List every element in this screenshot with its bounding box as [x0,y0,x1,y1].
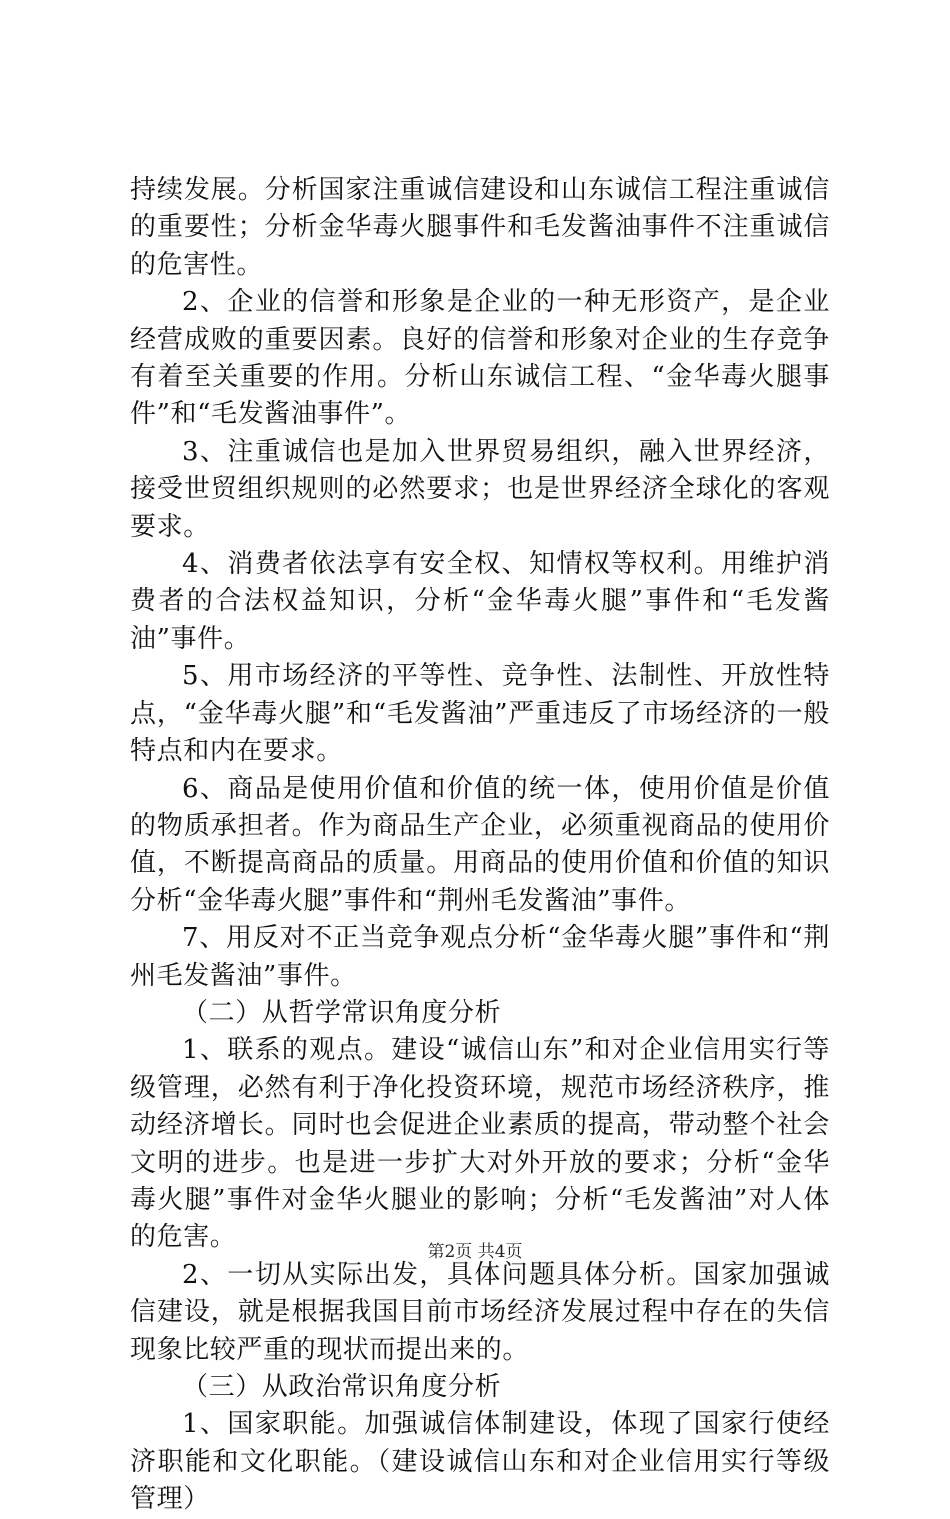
section-heading-politics: （三）从政治常识角度分析 [182,1372,502,1402]
paragraph-politics-1: 1、国家职能。加强诚信体制建设，体现了国家行使经济职能和文化职能。（建设诚信山东和对企业信用实行等级管理） [130,1409,830,1515]
paragraph-item-3: 3、注重诚信也是加入世界贸易组织，融入世界经济，接受世贸组织规则的必然要求；也是世界经济全球化的客观要求。 [130,436,830,542]
paragraph-item-4: 4、消费者依法享有安全权、知情权等权利。用维护消费者的合法权益知识，分析“金华毒火腿”事件和“毛发酱油”事件。 [130,549,830,654]
paragraph-item-7: 7、用反对不正当竞争观点分析“金华毒火腿”事件和“荆州毛发酱油”事件。 [130,923,830,991]
page-number-footer: 第2页 共4页 [427,1242,523,1262]
section-heading-philosophy: （二）从哲学常识角度分析 [182,997,502,1028]
paragraph-continuation: 持续发展。分析国家注重诚信建设和山东诚信工程注重诚信的重要性；分析金华毒火腿事件和毛发酱油事件不注重诚信的危害性。 [130,175,830,280]
paragraph-item-2: 2、企业的信誉和形象是企业的一种无形资产，是企业经营成败的重要因素。良好的信誉和形象对企业的生存竞争有着至关重要的作用。分析山东诚信工程、“金华毒火腿事件”和“毛发酱油事件”。 [130,287,830,430]
paragraph-item-6: 6、商品是使用价值和价值的统一体，使用价值是价值的物质承担者。作为商品生产企业，必须重视商品的使用价值，不断提高商品的质量。用商品的使用价值和价值的知识分析“金华毒火腿”事件和“荆州毛发酱油”事件。 [130,773,830,916]
paragraph-item-5: 5、用市场经济的平等性、竞争性、法制性、开放性特点，“金华毒火腿”和“毛发酱油”严重违反了市场经济的一般特点和内在要求。 [130,661,830,767]
paragraph-philosophy-2: 2、一切从实际出发，具体问题具体分析。国家加强诚信建设，就是根据我国目前市场经济发展过程中存在的失信现象比较严重的现状而提出来的。 [130,1259,830,1365]
paragraph-philosophy-1: 1、联系的观点。建设“诚信山东”和对企业信用实行等级管理，必然有利于净化投资环境，规范市场经济秩序，推动经济增长。同时也会促进企业素质的提高，带动整个社会文明的进步。也是进一步扩大对外开放的要求；分析“金华毒火腿”事件对金华火腿业的影响；分析“毛发酱油”对人体的危害。 [130,1035,830,1253]
document-body [130,172,830,1519]
